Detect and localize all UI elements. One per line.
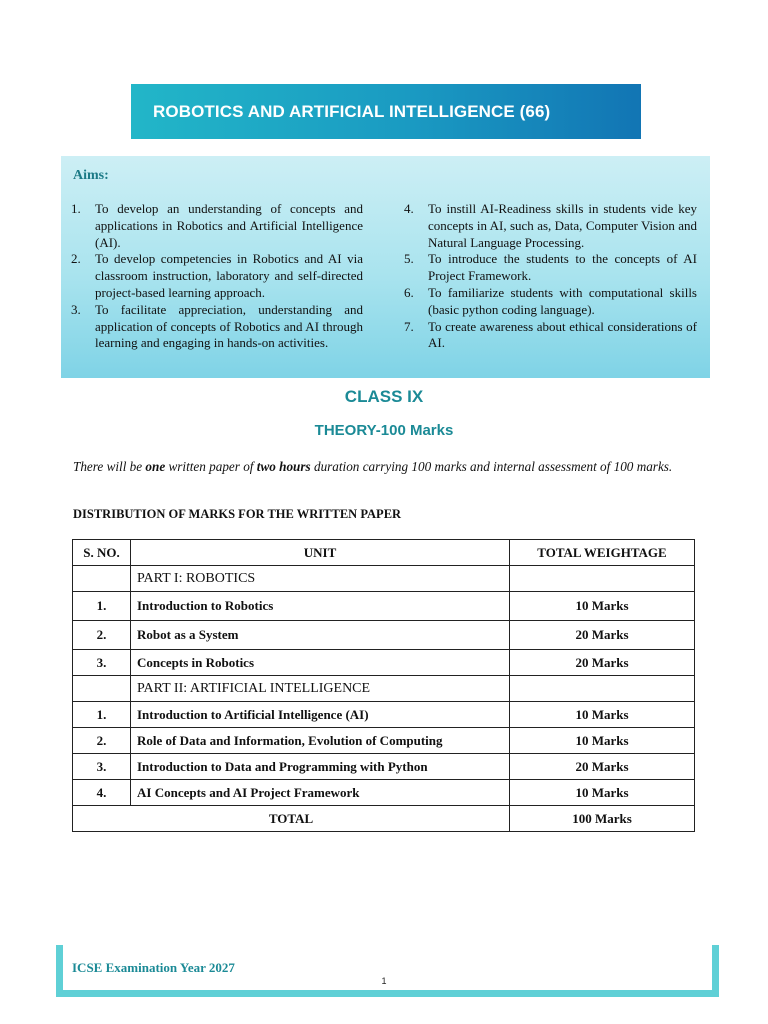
header-unit: UNIT xyxy=(131,540,510,566)
class-title: CLASS IX xyxy=(344,387,424,406)
aims-list-left xyxy=(71,201,363,352)
aim-item: 4. To instill AI-Readiness skills in students vide key concepts in AI, such as, Data, Computer Vision and Natural Language Processing. xyxy=(404,201,697,250)
aim-item: 1. To develop an understanding of concepts and applications in Robotics and Artificial Intelligence (AI). xyxy=(71,201,363,250)
title-banner xyxy=(131,84,641,139)
table-row: 4. AI Concepts and AI Project Framework 10 Marks xyxy=(73,780,695,806)
marks-table xyxy=(72,539,695,832)
total-row xyxy=(73,806,695,832)
part-title: PART I: ROBOTICS xyxy=(131,566,510,592)
aim-item: 6. To familiarize students with computational skills (basic python coding language). xyxy=(404,284,697,317)
part-row xyxy=(73,566,695,592)
total-value: 100 Marks xyxy=(510,806,695,832)
aim-item: 7. To create awareness about ethical considerations of AI. xyxy=(404,318,697,351)
footer-exam-year: ICSE Examination Year 2027 xyxy=(72,960,235,975)
aims-heading: Aims: xyxy=(73,168,109,183)
part-row xyxy=(73,676,695,702)
part-title: PART II: ARTIFICIAL INTELLIGENCE xyxy=(131,676,510,702)
aim-item: 5. To introduce the students to the concepts of AI Project Framework. xyxy=(404,251,697,284)
exam-intro: There will be one written paper of two hours duration carrying 100 marks and internal assessment of 100 marks. xyxy=(73,459,673,474)
table-row: 2. Role of Data and Information, Evolution of Computing 10 Marks xyxy=(73,728,695,754)
header-weightage: TOTAL WEIGHTAGE xyxy=(510,540,695,566)
aim-item: 2. To develop competencies in Robotics and AI via classroom instruction, laboratory and self-directed project-based learning approach. xyxy=(71,251,363,300)
aim-item: 3. To facilitate appreciation, understanding and application of concepts of Robotics and AI through learning and engaging in hands-on activities. xyxy=(71,301,363,351)
table-row: 2. Robot as a System 20 Marks xyxy=(73,621,695,650)
subject-title: ROBOTICS AND ARTIFICIAL INTELLIGENCE (66) xyxy=(153,101,551,121)
aims-list-right xyxy=(404,201,697,352)
total-label: TOTAL xyxy=(73,806,510,832)
table-row: 3. Introduction to Data and Programming with Python 20 Marks xyxy=(73,754,695,780)
header-sno: S. NO. xyxy=(73,540,131,566)
table-row: 1. Introduction to Artificial Intelligence (AI) 10 Marks xyxy=(73,702,695,728)
table-header-row xyxy=(73,540,695,566)
page-number: 1 xyxy=(381,976,387,986)
distribution-heading: DISTRIBUTION OF MARKS FOR THE WRITTEN PAPER xyxy=(73,507,402,521)
table-row: 1. Introduction to Robotics 10 Marks xyxy=(73,592,695,621)
table-row: 3. Concepts in Robotics 20 Marks xyxy=(73,650,695,676)
theory-title: THEORY-100 Marks xyxy=(314,422,454,439)
aims-box xyxy=(61,156,710,378)
